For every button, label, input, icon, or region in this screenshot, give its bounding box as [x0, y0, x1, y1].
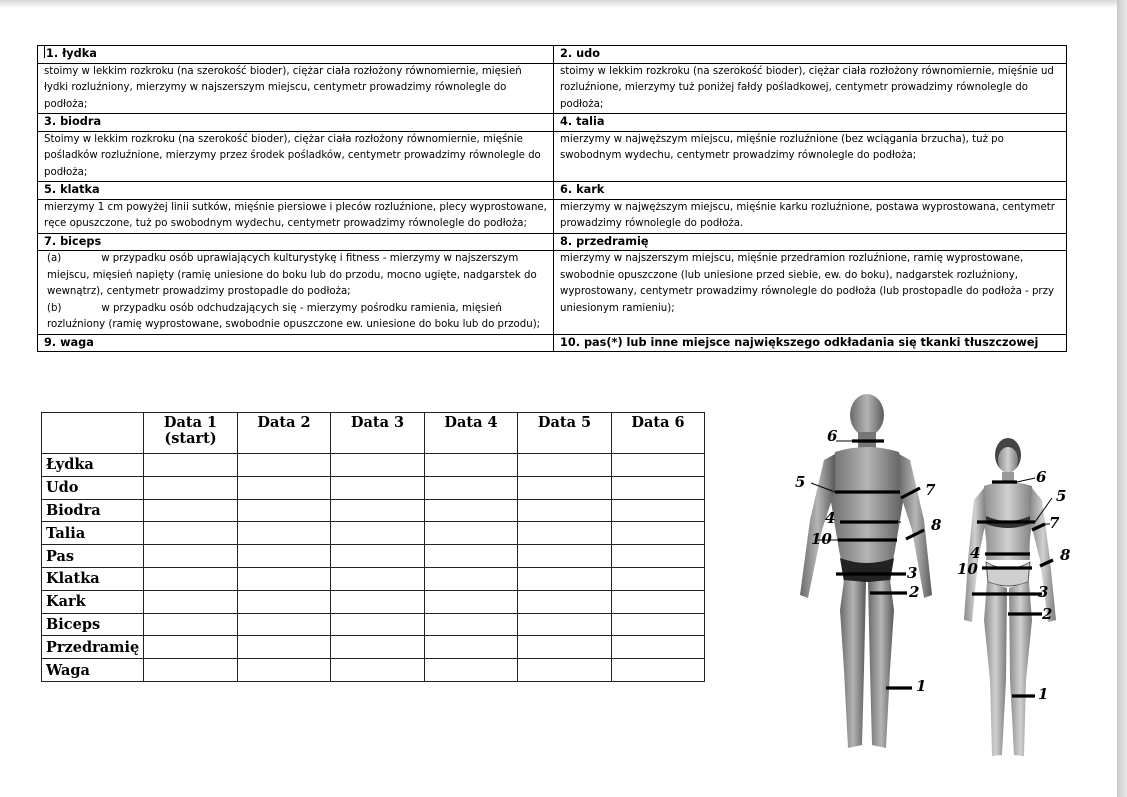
female-label-3: 3	[1038, 583, 1049, 601]
measurement-cell[interactable]	[144, 476, 238, 499]
body-measurement-figures	[780, 390, 1080, 770]
table-row	[42, 567, 705, 590]
measurement-cell[interactable]	[518, 567, 612, 590]
measurement-cell[interactable]	[144, 636, 238, 659]
measurement-cell[interactable]	[331, 499, 425, 522]
table-row	[42, 522, 705, 545]
column-header-date-2: Data 2	[237, 413, 331, 454]
biceps-item-a-marker: (a)	[47, 253, 62, 264]
measurement-cell[interactable]	[144, 590, 238, 613]
measurement-cell[interactable]	[424, 522, 518, 545]
measurement-cell[interactable]	[424, 499, 518, 522]
female-label-6: 6	[1036, 468, 1047, 486]
table-row	[42, 636, 705, 659]
page-right-shadow	[1117, 0, 1127, 797]
instruction-title-7: 7. biceps	[38, 233, 554, 251]
row-label: Talia	[42, 522, 144, 545]
column-header-date-4: Data 4	[424, 413, 518, 454]
measurement-cell[interactable]	[424, 590, 518, 613]
measurement-cell[interactable]	[331, 659, 425, 682]
measurement-cell[interactable]	[237, 636, 331, 659]
instruction-title-6: 6. kark	[554, 182, 1067, 200]
instructions-text-row	[38, 63, 1067, 114]
instruction-title-1-text: 1. łydka	[46, 47, 97, 60]
instructions-heading-row	[38, 182, 1067, 200]
female-label-1: 1	[1038, 685, 1049, 703]
measurement-cell[interactable]	[144, 567, 238, 590]
measurement-cell[interactable]	[611, 567, 705, 590]
measurement-cell[interactable]	[237, 454, 331, 477]
male-label-7: 7	[925, 481, 936, 499]
column-header-date-6: Data 6	[611, 413, 705, 454]
header-row	[42, 413, 705, 454]
male-label-10: 10	[811, 530, 832, 548]
male-label-6: 6	[827, 427, 838, 445]
row-label: Pas	[42, 545, 144, 568]
male-label-5: 5	[795, 473, 806, 491]
measurement-cell[interactable]	[424, 454, 518, 477]
measurement-cell[interactable]	[518, 659, 612, 682]
instruction-text-7	[38, 251, 554, 335]
row-label: Klatka	[42, 567, 144, 590]
measurement-cell[interactable]	[144, 499, 238, 522]
measurement-cell[interactable]	[237, 567, 331, 590]
female-label-5: 5	[1056, 487, 1067, 505]
measurement-cell[interactable]	[611, 476, 705, 499]
measurement-cell[interactable]	[611, 522, 705, 545]
instruction-text-5: mierzymy 1 cm powyżej linii sutków, mięśnie piersiowe i pleców rozluźnione, plecy wyprostowane, ręce opuszczone, tuż po swobodnym wydechu, centymetr prowadzimy równolegle do podłoża;	[38, 199, 554, 233]
measurement-cell[interactable]	[331, 567, 425, 590]
instruction-title-3: 3. biodra	[38, 114, 554, 132]
measurement-cell[interactable]	[424, 545, 518, 568]
measurement-cell[interactable]	[331, 454, 425, 477]
male-label-8: 8	[931, 516, 942, 534]
column-header-date-5: Data 5	[518, 413, 612, 454]
biceps-item-b-text: w przypadku osób odchudzających się - mierzymy pośrodku ramienia, mięsień rozluźniony (ramię wyprostowane, swobodnie opuszczone ew. uniesione do boku lub do przodu);	[47, 302, 541, 330]
female-label-8: 8	[1060, 546, 1071, 564]
female-label-2: 2	[1042, 605, 1053, 623]
instructions-text-row	[38, 251, 1067, 335]
male-label-3: 3	[907, 564, 918, 582]
measurement-cell[interactable]	[144, 454, 238, 477]
measurement-cell[interactable]	[237, 613, 331, 636]
measurement-cell[interactable]	[424, 659, 518, 682]
measurement-cell[interactable]	[518, 636, 612, 659]
row-label: Łydka	[42, 454, 144, 477]
row-label: Przedramię	[42, 636, 144, 659]
instructions-heading-row	[38, 233, 1067, 251]
female-label-7: 7	[1049, 514, 1060, 532]
measurement-cell[interactable]	[424, 476, 518, 499]
measurement-cell[interactable]	[611, 636, 705, 659]
male-label-2: 2	[909, 583, 920, 601]
measurement-cell[interactable]	[237, 545, 331, 568]
measurement-cell[interactable]	[518, 454, 612, 477]
measurement-cell[interactable]	[611, 545, 705, 568]
measurement-cell[interactable]	[611, 659, 705, 682]
measurement-cell[interactable]	[518, 545, 612, 568]
measurement-cell[interactable]	[144, 613, 238, 636]
measurement-cell[interactable]	[518, 590, 612, 613]
instruction-title-8: 8. przedramię	[554, 233, 1067, 251]
row-label: Biceps	[42, 613, 144, 636]
instruction-text-4: mierzymy w najwęższym miejscu, mięśnie rozluźnione (bez wciągania brzucha), tuż po swobodnym wydechu, centymetr prowadzimy równolegle do podłoża;	[554, 131, 1067, 182]
measurement-cell[interactable]	[424, 613, 518, 636]
table-row	[42, 476, 705, 499]
female-label-4: 4	[970, 544, 981, 562]
measurement-cell[interactable]	[611, 613, 705, 636]
instruction-title-5: 5. klatka	[38, 182, 554, 200]
row-label: Biodra	[42, 499, 144, 522]
instruction-title-9: 9. waga	[38, 334, 554, 352]
measurement-cell[interactable]	[331, 522, 425, 545]
male-label-4: 4	[825, 509, 836, 527]
table-row	[42, 590, 705, 613]
instruction-title-2: 2. udo	[554, 46, 1067, 64]
row-label: Kark	[42, 590, 144, 613]
row-label: Udo	[42, 476, 144, 499]
measurement-cell[interactable]	[611, 590, 705, 613]
instructions-heading-row	[38, 334, 1067, 352]
measurement-cell[interactable]	[518, 613, 612, 636]
female-label-10: 10	[957, 560, 978, 578]
measurement-log-table	[41, 412, 705, 682]
table-row	[42, 613, 705, 636]
text-cursor	[44, 46, 45, 58]
table-row	[42, 545, 705, 568]
instruction-title-4: 4. talia	[554, 114, 1067, 132]
instruction-text-3: Stoimy w lekkim rozkroku (na szerokość bioder), ciężar ciała rozłożony równomiernie, mięśnie pośladków rozluźnione, mierzymy przez środek pośladków, centymetr prowadzimy równolegle do podłoża;	[38, 131, 554, 182]
instruction-text-1: stoimy w lekkim rozkroku (na szerokość bioder), ciężar ciała rozłożony równomiernie, mięsień łydki rozluźniony, mierzymy w najszerszym miejscu, centymetr prowadzimy równolegle do podłoża;	[38, 63, 554, 114]
measurement-instructions-table	[37, 45, 1067, 352]
measurement-cell[interactable]	[331, 545, 425, 568]
measurement-cell[interactable]	[144, 545, 238, 568]
table-row	[42, 454, 705, 477]
measurement-cell[interactable]	[331, 613, 425, 636]
table-row	[42, 659, 705, 682]
measurement-cell[interactable]	[611, 499, 705, 522]
instructions-text-row	[38, 199, 1067, 233]
biceps-item-b	[44, 301, 547, 334]
instruction-text-6: mierzymy w najwęższym miejscu, mięśnie karku rozluźnione, postawa wyprostowana, centymetr prowadzimy równolegle do podłoża.	[554, 199, 1067, 233]
measurement-cell[interactable]	[424, 636, 518, 659]
measurement-cell[interactable]	[518, 499, 612, 522]
page-top-shadow	[0, 0, 1127, 8]
biceps-item-b-marker: (b)	[47, 302, 62, 314]
instruction-text-2: stoimy w lekkim rozkroku (na szerokość bioder), ciężar ciała rozłożony równomiernie, mięśnie ud rozluźnione, mierzymy tuż poniżej fałdy pośladkowej, centymetr prowadzimy równolegle do podłoża;	[554, 63, 1067, 114]
instruction-title-10: 10. pas(*) lub inne miejsce największego odkładania się tkanki tłuszczowej	[554, 334, 1067, 352]
measurement-cell[interactable]	[331, 590, 425, 613]
measurement-cell[interactable]	[518, 476, 612, 499]
instructions-heading-row	[38, 114, 1067, 132]
measurement-cell[interactable]	[331, 476, 425, 499]
measurement-cell[interactable]	[518, 522, 612, 545]
measurement-cell[interactable]	[237, 499, 331, 522]
instruction-text-8: mierzymy w najszerszym miejscu, mięśnie przedramion rozluźnione, ramię wyprostowane, swobodnie opuszczone (lub uniesione przed siebie, ew. do boku), nadgarstek rozluźniony, wyprostowany, centymetr prowadzimy równolegle do podłoża (lub prostopadle do podłoża - przy uniesionym ramieniu);	[554, 251, 1067, 335]
measurement-cell[interactable]	[237, 476, 331, 499]
measurement-cell[interactable]	[237, 590, 331, 613]
measurement-cell[interactable]	[424, 567, 518, 590]
measurement-cell[interactable]	[144, 522, 238, 545]
measurement-cell[interactable]	[237, 659, 331, 682]
column-header-date-1	[144, 413, 238, 454]
row-label: Waga	[42, 659, 144, 682]
table-row	[42, 499, 705, 522]
male-label-1: 1	[916, 677, 927, 695]
biceps-item-a	[44, 251, 547, 301]
measurement-cell[interactable]	[611, 454, 705, 477]
biceps-item-a-text: w przypadku osób uprawiających kulturystykę i fitness - mierzymy w najszerszym miejscu, mięsień napięty (ramię uniesione do boku lub do przodu, mocno ugięte, nadgarstek do wewnątrz), centymetr prowadzimy prostopadle do podłoża;	[47, 253, 537, 297]
instructions-heading-row	[38, 46, 1067, 64]
measurement-cell[interactable]	[237, 522, 331, 545]
measurement-cell[interactable]	[144, 659, 238, 682]
column-header-date-1-text: Data 1 (start)	[163, 414, 218, 447]
column-header-date-3: Data 3	[331, 413, 425, 454]
instructions-text-row	[38, 131, 1067, 182]
measurement-cell[interactable]	[331, 636, 425, 659]
instruction-title-1	[38, 46, 554, 64]
corner-cell	[42, 413, 144, 454]
